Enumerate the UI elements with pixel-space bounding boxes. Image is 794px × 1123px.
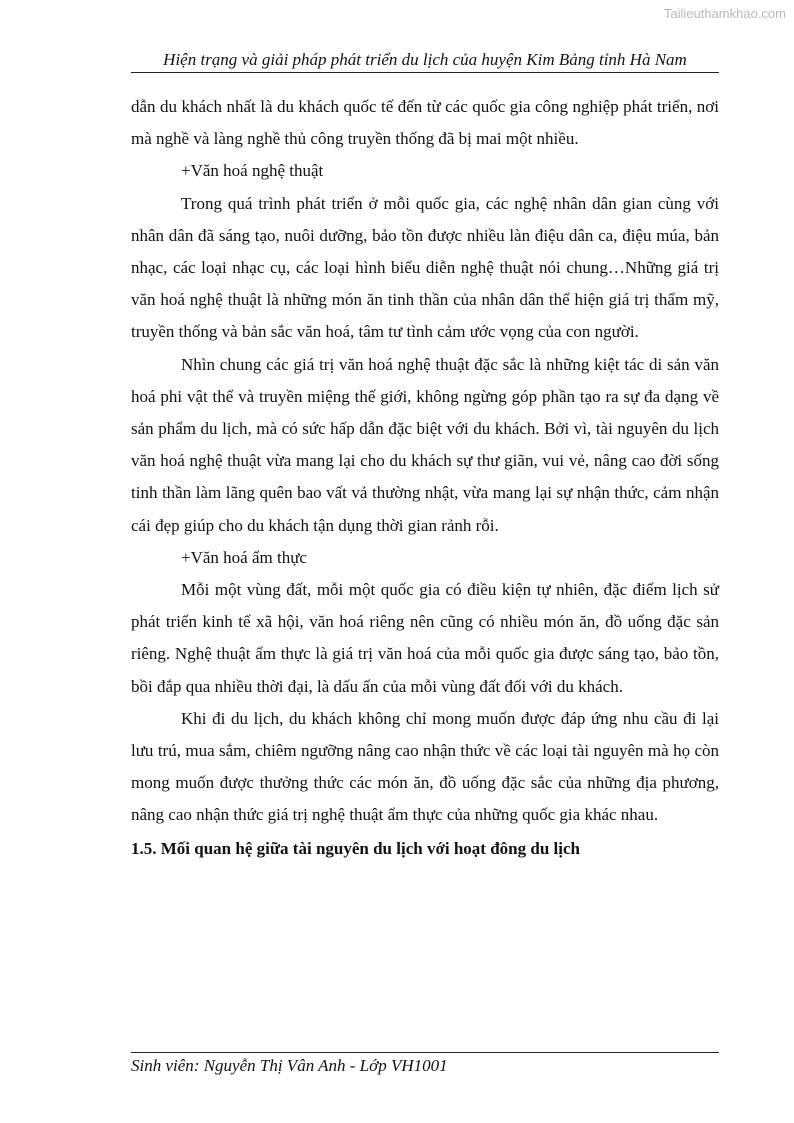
subsection-label: +Văn hoá nghệ thuật — [181, 161, 324, 181]
paragraph: dẫn du khách nhất là du khách quốc tế đến từ các quốc gia công nghiệp phát triển, nơi mà nghề và làng nghề thủ công truyền thống đã bị mai một nhiều. — [131, 97, 719, 149]
subsection-label: +Văn hoá ẩm thực — [181, 547, 307, 567]
running-header: Hiện trạng và giải pháp phát triển du lịch của huyện Kim Bảng tỉnh Hà Nam — [163, 50, 687, 69]
document-body — [131, 91, 719, 865]
watermark: Tailieuthamkhao.com — [663, 6, 786, 21]
paragraph: Trong quá trình phát triển ở mỗi quốc gia, các nghệ nhân dân gian cùng với nhân dân đã sáng tạo, nuôi dưỡng, bảo tồn được nhiều làn điệu dân ca, điệu múa, bản nhạc, các loại nhạc cụ, các loại hình biểu diễn nghệ thuật nói chung…Những giá trị văn hoá nghệ thuật là những món ăn tinh thần của nhân dân thể hiện giá trị thẩm mỹ, truyền thống và bản sắc văn hoá, tâm tư tình cảm ước vọng của con người. — [131, 193, 719, 342]
footer-divider — [131, 1052, 719, 1053]
paragraph: Khi đi du lịch, du khách không chỉ mong muốn được đáp ứng nhu cầu đi lại lưu trú, mua sắm, chiêm ngưỡng nâng cao nhận thức về các loại tài nguyên mà họ còn mong muốn được thưởng thức các món ăn, đồ uống đặc sắc của những địa phương, nâng cao nhận thức giá trị nghệ thuật ẩm thực của những quốc gia khác nhau. — [131, 708, 719, 825]
section-heading: 1.5. Mối quan hệ giữa tài nguyên du lịch với hoạt đông du lịch — [131, 838, 580, 858]
paragraph: Nhìn chung các giá trị văn hoá nghệ thuật đặc sắc là những kiệt tác di sản văn hoá phi vật thể và truyền miệng thế giới, không ngừng góp phần tạo ra sự đa dạng về sản phẩm du lịch, mà có sức hấp dẫn đặc biệt với du khách. Bởi vì, tài nguyên du lịch văn hoá nghệ thuật vừa mang lại cho du khách sự thư giãn, vui vẻ, nâng cao đời sống tinh thần làm lãng quên bao vất vả thường nhật, vừa mang lại sự nhận thức, cảm nhận cái đẹp giúp cho du khách tận dụng thời gian rảnh rỗi. — [131, 354, 719, 535]
paragraph: Mỗi một vùng đất, mỗi một quốc gia có điều kiện tự nhiên, đặc điểm lịch sử phát triển kinh tế xã hội, văn hoá riêng nên cũng có nhiều món ăn, đồ uống đặc sản riêng. Nghệ thuật ẩm thực là giá trị văn hoá của mỗi quốc gia được sáng tạo, bảo tồn, bồi đắp qua nhiều thời đại, là dấu ấn của mỗi vùng đất đối với du khách. — [131, 580, 719, 696]
header-divider — [131, 72, 719, 73]
running-footer: Sinh viên: Nguyễn Thị Vân Anh - Lớp VH1001 — [131, 1056, 448, 1075]
